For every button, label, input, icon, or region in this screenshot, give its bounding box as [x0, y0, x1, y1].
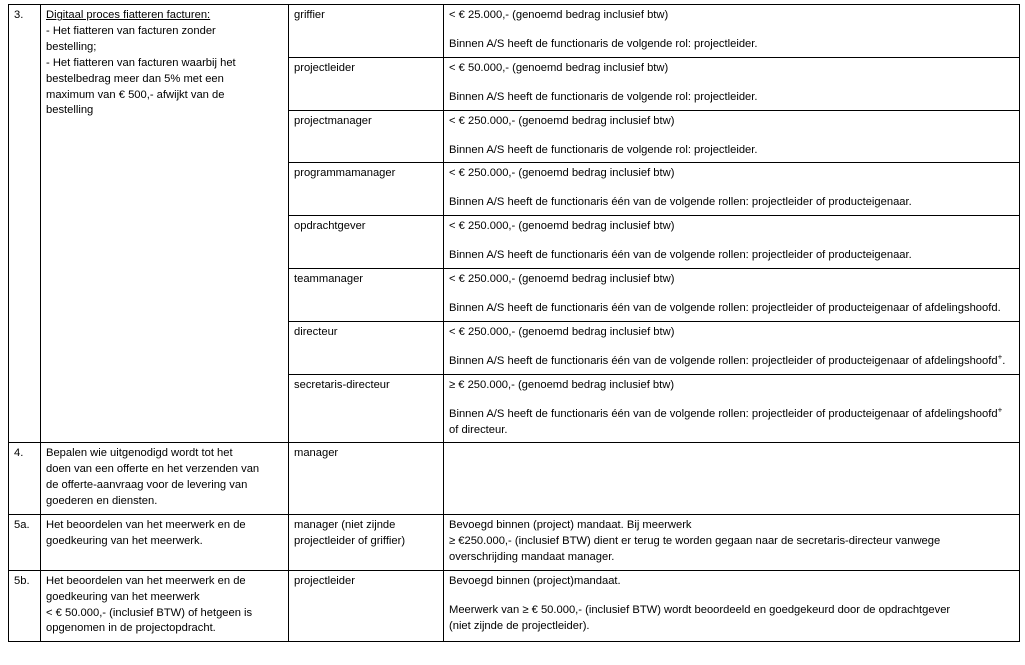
detail-cell: Bevoegd binnen (project)mandaat. Meerwerk van ≥ € 50.000,- (inclusief BTW) wordt beoordeeld en goedgekeurd door de opdrachtgever (niet zijnde de projectleider). — [444, 570, 1020, 642]
detail-cell — [444, 110, 1020, 163]
amount-text: < € 250.000,- (genoemd bedrag inclusief btw) — [449, 114, 675, 127]
role-cell: teammanager — [289, 269, 444, 322]
spacer — [449, 394, 1014, 407]
detail-cell — [444, 269, 1020, 322]
role-cell: programmamanager — [289, 163, 444, 216]
detail-cell — [444, 374, 1020, 443]
note-text-main: Binnen A/S heeft de functionaris één van de volgende rollen: projectleider of producteigenaar of afdelingshoofd — [449, 354, 998, 367]
row-number: 4. — [9, 443, 41, 515]
note-text: Binnen A/S heeft de functionaris één van de volgende rollen: projectleider of producteigenaar. — [449, 249, 912, 262]
role-cell: projectmanager — [289, 110, 444, 163]
amount-text: < € 250.000,- (genoemd bedrag inclusief btw) — [449, 167, 675, 180]
detail-cell — [444, 216, 1020, 269]
detail-cell — [444, 163, 1020, 216]
row-description: Het beoordelen van het meerwerk en de goedkeuring van het meerwerk < € 50.000,- (inclusief BTW) of hetgeen is opgenomen in de projectopdracht. — [41, 570, 289, 642]
row-description — [41, 5, 289, 443]
row-number: 5a. — [9, 515, 41, 571]
spacer — [449, 590, 1014, 603]
spacer — [449, 24, 1014, 37]
table-row — [9, 515, 1020, 571]
row-number: 3. — [9, 5, 41, 443]
description-lines: - Het fiatteren van facturen zonder bestelling; - Het fiatteren van facturen waarbij het bestelbedrag meer dan 5% met een maximum van € 500,- afwijkt van de bestelling — [46, 24, 236, 117]
amount-text: < € 50.000,- (genoemd bedrag inclusief btw) — [449, 61, 669, 74]
spacer — [449, 235, 1014, 248]
note-text — [449, 404, 1014, 439]
role-cell: projectleider — [289, 570, 444, 642]
detail-cell — [444, 5, 1020, 58]
detail-cell: Bevoegd binnen (project) mandaat. Bij meerwerk ≥ €250.000,- (inclusief BTW) dient er terug te worden gegaan naar de secretaris-directeur vanwege overschrijding mandaat manager. — [444, 515, 1020, 571]
spacer — [449, 182, 1014, 195]
amount-text: ≥ € 250.000,- (genoemd bedrag inclusief btw) — [449, 378, 675, 391]
table-row — [9, 570, 1020, 642]
spacer — [449, 77, 1014, 90]
spacer — [449, 130, 1014, 143]
row-number: 5b. — [9, 570, 41, 642]
amount-text: < € 250.000,- (genoemd bedrag inclusief btw) — [449, 220, 675, 233]
note-superscript: + — [997, 352, 1003, 362]
note-text: Binnen A/S heeft de functionaris de volgende rol: projectleider. — [449, 143, 758, 156]
note-text-tail: of directeur. — [449, 423, 508, 436]
note-text-tail: . — [1002, 354, 1006, 367]
note-text-main: Binnen A/S heeft de functionaris één van de volgende rollen: projectleider of producteigenaar of afdelingshoofd — [449, 407, 998, 420]
note-text — [449, 354, 1014, 370]
note-text: Binnen A/S heeft de functionaris één van de volgende rollen: projectleider of producteigenaar of afdelingshoofd. — [449, 301, 1001, 314]
spacer — [449, 341, 1014, 354]
amount-text: < € 250.000,- (genoemd bedrag inclusief btw) — [449, 325, 675, 338]
role-cell: secretaris-directeur — [289, 374, 444, 443]
note-text: Binnen A/S heeft de functionaris de volgende rol: projectleider. — [449, 90, 758, 103]
role-cell: projectleider — [289, 57, 444, 110]
detail-cell — [444, 443, 1020, 515]
detail-cell — [444, 321, 1020, 374]
table-row — [9, 5, 1020, 58]
note-text: Binnen A/S heeft de functionaris de volgende rol: projectleider. — [449, 37, 758, 50]
role-cell: griffier — [289, 5, 444, 58]
detail-first-line: Bevoegd binnen (project)mandaat. — [449, 574, 621, 587]
role-cell: opdrachtgever — [289, 216, 444, 269]
role-cell: directeur — [289, 321, 444, 374]
amount-text: < € 250.000,- (genoemd bedrag inclusief btw) — [449, 273, 675, 286]
detail-cell — [444, 57, 1020, 110]
note-superscript: + — [997, 404, 1003, 414]
note-text: Binnen A/S heeft de functionaris één van de volgende rollen: projectleider of producteigenaar. — [449, 196, 912, 209]
row-description: Het beoordelen van het meerwerk en de goedkeuring van het meerwerk. — [41, 515, 289, 571]
spacer — [449, 288, 1014, 301]
table-row — [9, 443, 1020, 515]
row-description: Bepalen wie uitgenodigd wordt tot het doen van een offerte en het verzenden van de offerte-aanvraag voor de levering van goederen en diensten. — [41, 443, 289, 515]
mandate-table — [8, 4, 1020, 642]
amount-text: < € 25.000,- (genoemd bedrag inclusief btw) — [449, 9, 669, 21]
role-cell: manager (niet zijnde projectleider of griffier) — [289, 515, 444, 571]
description-title: Digitaal proces fiatteren facturen: — [46, 9, 211, 21]
role-cell: manager — [289, 443, 444, 515]
